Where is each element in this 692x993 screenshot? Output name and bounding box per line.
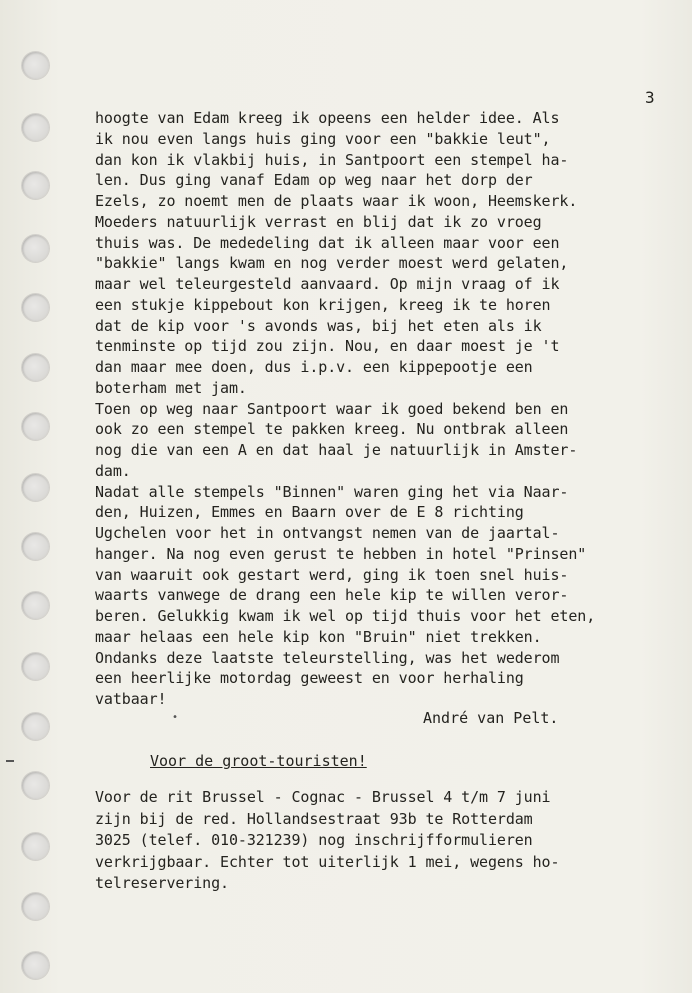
article-line: "bakkie" langs kwam en nog verder moest werd gelaten, (95, 254, 569, 273)
notice-heading: Voor de groot-touristen! (150, 752, 367, 770)
binder-hole (22, 52, 49, 79)
binder-hole (22, 833, 49, 860)
article-body (95, 108, 690, 710)
article-line: maar helaas een hele kip kon "Bruin" niet trekken. (95, 627, 542, 646)
article-line: Nadat alle stempels "Binnen" waren ging het via Naar- (95, 482, 569, 501)
article-line: len. Dus ging vanaf Edam op weg naar het dorp der (95, 171, 533, 190)
binder-hole (22, 235, 49, 262)
article-line: hoogte van Edam kreeg ik opeens een helder idee. Als (95, 109, 560, 127)
article-line: Ugchelen voor het in ontvangst nemen van de jaartal- (95, 524, 560, 542)
article-line: nog die van een A en dat haal je natuurlijk in Amster- (95, 441, 578, 459)
binder-hole (22, 474, 49, 501)
article-line: ook zo een stempel te pakken kreeg. Nu ontbrak alleen (95, 420, 569, 439)
article-line: dan maar mee doen, dus i.p.v. een kippepootje een (95, 358, 533, 376)
article-line: boterham met jam. (95, 378, 247, 397)
article-line: den, Huizen, Emmes en Baarn over de E 8 richting (95, 503, 524, 522)
margin-mark (6, 760, 14, 762)
binder-hole (22, 952, 49, 979)
article-line: thuis was. De mededeling dat ik alleen maar voor een (95, 233, 560, 252)
article-line: dat de kip voor 's avonds was, bij het eten als ik (95, 316, 542, 335)
article-line: Ezels, zo noemt men de plaats waar ik woon, Heemskerk. (95, 192, 578, 210)
article-line: een heerlijke motordag geweest en voor herhaling (95, 669, 524, 688)
binder-hole (22, 772, 49, 799)
notice-line: 3025 (telef. 010-321239) nog inschrijfformulieren (95, 831, 533, 849)
margin-dot: • (172, 712, 179, 723)
binder-hole (22, 533, 49, 560)
notice-line: verkrijgbaar. Echter tot uiterlijk 1 mei, wegens ho- (95, 852, 560, 871)
notice-line: Voor de rit Brussel - Cognac - Brussel 4 t/m 7 juni (95, 788, 551, 806)
article-line: ik nou even langs huis ging voor een "bakkie leut", (95, 129, 551, 148)
binder-hole (22, 172, 49, 199)
article-line: Toen op weg naar Santpoort waar ik goed bekend ben en (95, 399, 569, 418)
binder-hole (22, 893, 49, 920)
notice-body (95, 787, 685, 895)
article-line: waarts vanwege de drang een hele kip te willen veror- (95, 586, 569, 605)
binder-hole (22, 114, 49, 141)
article-line: tenminste op tijd zou zijn. Nou, en daar moest je 't (95, 337, 560, 356)
binder-hole (22, 294, 49, 321)
article-line: een stukje kippebout kon krijgen, kreeg ik te horen (95, 295, 551, 314)
binder-hole (22, 653, 49, 680)
article-line: hanger. Na nog even gerust te hebben in hotel "Prinsen" (95, 544, 587, 563)
article-line: van waaruit ook gestart werd, ging ik toen snel huis- (95, 565, 569, 584)
page-number: 3 (645, 88, 655, 107)
article-line: dan kon ik vlakbij huis, in Santpoort een stempel ha- (95, 150, 569, 169)
notice-line: zijn bij de red. Hollandsestraat 93b te Rotterdam (95, 809, 533, 828)
binder-hole (22, 592, 49, 619)
binder-holes (22, 0, 52, 993)
article-line: vatbaar! (95, 690, 167, 708)
article-line: Ondanks deze laatste teleurstelling, was het wederom (95, 648, 560, 667)
binder-hole (22, 354, 49, 381)
binder-hole (22, 413, 49, 440)
article-line: dam. (95, 461, 131, 480)
author-signature: André van Pelt. (423, 709, 559, 727)
notice-line: telreservering. (95, 874, 229, 892)
article-line: maar wel teleurgesteld aanvaard. Op mijn vraag of ik (95, 275, 560, 293)
article-line: Moeders natuurlijk verrast en blij dat ik zo vroeg (95, 212, 542, 231)
binder-hole (22, 713, 49, 740)
article-line: beren. Gelukkig kwam ik wel op tijd thuis voor het eten, (95, 607, 596, 625)
